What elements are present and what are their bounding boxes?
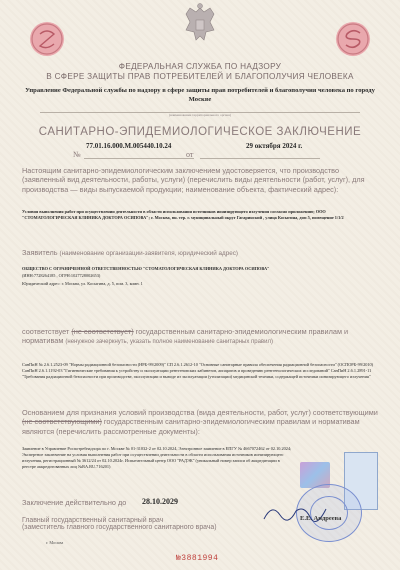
compliance-struck: (не соответствует) <box>71 327 134 336</box>
coat-of-arms-emblem <box>180 2 220 46</box>
compliance-statement <box>22 327 378 348</box>
basis-documents: Заявление в Управление Роспотребнадзора по г. Москве № 01-31032-2 от 02.10.2024, Электронное заявление в ЕПГУ № 4667072462 от 02.10.2024; Экспертное заключение на условия выполнения работ при осуществлении деятельности в области использования источников ионизирующего излучения, регистрационный № 3612/24 от 02.10.2024г. Испытательный центр ООО "РАДЭК" (уникальный номер записи об аккредитации в реестре аккредитованных лиц №RA.RU.716201) <box>22 446 292 469</box>
divider-line <box>84 158 194 159</box>
applicant-heading <box>22 248 378 258</box>
compliance-word: соответствует <box>22 327 70 336</box>
divider-line <box>200 158 320 159</box>
handwritten-signature <box>260 497 330 527</box>
applicant-hint: (наименование организации-заявителя, юридический адрес) <box>59 250 238 257</box>
signatory-role: Главный государственный санитарный врач <box>22 517 164 524</box>
place-of-issue: г. Москва <box>46 540 64 545</box>
basis-statement <box>22 408 378 436</box>
compliance-hint: (ненужное зачеркнуть, указать полное наименование санитарных правил) <box>65 339 273 346</box>
subject-description: Условия выполнения работ при осуществлении деятельности в области использования источников ионизирующего излучения согласно приложению; ООО "СТОМАТОЛОГИЧЕСКАЯ КЛИНИКА ДОКТОРА ОСИПОВА"; г. Москва, вн. тер. г. муниципальный округ Гагаринский , улица Косыгина, дом 5, помещение 1/1/2 <box>22 209 344 220</box>
basis-text-a: Основанием для признания условий производства (вида деятельности, работ, услуг) соответствующими <box>22 408 378 417</box>
header-line-1: ФЕДЕРАЛЬНАЯ СЛУЖБА ПО НАДЗОРУ <box>118 62 282 71</box>
certificate-number: 77.01.16.000.М.005440.10.24 <box>86 142 172 150</box>
agency-logo-right <box>336 22 370 56</box>
authority-caption: (наименование территориального органа) <box>168 113 232 117</box>
sanitary-rules-list: СанПиН № 2.6.1.2523-09 "Нормы радиационной безопасности (НРБ-99/2009)" СП 2.6.1.2612-10 "Основные санитарные правила обеспечения радиационной безопасности" (ОСПОРБ-99/2010) СанПиН 2.6.1.1192-03 "Гигиенические требования к устройству и эксплуатации рентгеновских кабинетов, аппаратов и проведению рентгенологических исследований" СанПиН 2.6.1.2891-11 "Требования радиационной безопасности при производстве, эксплуатации и выводе из эксплуатации (утилизации) медицинской техники, содержащей источники ионизирующего излучения" <box>22 362 374 379</box>
validity-date: 28.10.2029 <box>142 497 178 506</box>
serial-number: №3881994 <box>176 554 219 563</box>
cross-icon <box>30 22 64 56</box>
territorial-authority: Управление Федеральной службы по надзору в сфере защиты прав потребителей и благополучия человека по городу Москве <box>25 87 375 103</box>
header-line-2: В СФЕРЕ ЗАЩИТЫ ПРАВ ПОТРЕБИТЕЛЕЙ И БЛАГОПОЛУЧИЯ ЧЕЛОВЕКА <box>46 72 354 81</box>
applicant-ids: (ИНН:7728264185 , ОГРН:1027728002653) <box>22 273 101 278</box>
s-mark-icon <box>336 22 370 56</box>
basis-text-b: государственным санитарно-эпидемиологическим правилам и нормативам являются (перечислить рассмотренные документы): <box>22 417 360 436</box>
number-label: № <box>73 150 81 159</box>
certificate-date: 29 октября 2024 г. <box>246 142 303 150</box>
compliance-rest: государственным санитарно-эпидемиологическим правилам и нормативам <box>22 327 349 346</box>
date-prefix: от <box>186 150 194 159</box>
signatory-name: Е.Е. Андреева <box>300 515 342 522</box>
signatory-role-hint: (заместитель главного государственного санитарного врача) <box>22 524 217 531</box>
applicant-address: Юридический адрес: г. Москва, ул. Косыгина, д. 5, пом. 3, комн. 1 <box>22 281 143 286</box>
agency-logo-left <box>30 22 64 56</box>
document-title: САНИТАРНО-ЭПИДЕМИОЛОГИЧЕСКОЕ ЗАКЛЮЧЕНИЕ <box>38 126 362 138</box>
validity-label: Заключение действительно до <box>22 498 127 507</box>
applicant-label: Заявитель <box>22 248 58 257</box>
applicant-name: ОБЩЕСТВО С ОГРАНИЧЕННОЙ ОТВЕТСТВЕННОСТЬЮ "СТОМАТОЛОГИЧЕСКАЯ КЛИНИКА ДОКТОРА ОСИПОВА" <box>22 266 270 271</box>
intro-paragraph: Настоящим санитарно-эпидемиологическим заключением удостоверяется, что производство (заявленный вид деятельности, работы, услуги) (перечислить виды деятельности (работ, услуг), для производства — виды выпускаемой продукции; наименование объекта, фактический адрес): <box>22 166 365 194</box>
basis-struck: (не соответствующими) <box>22 417 102 427</box>
